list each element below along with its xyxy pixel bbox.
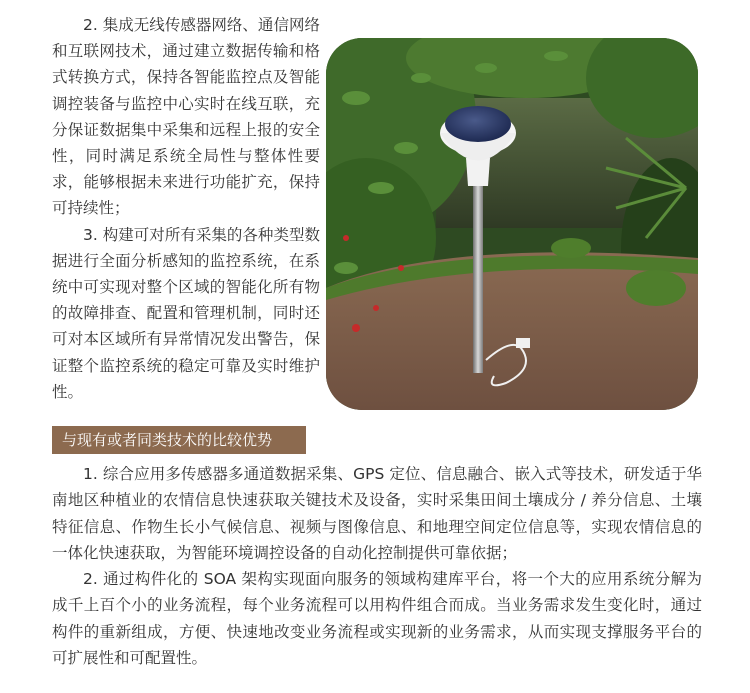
bottom-paragraph-1: 1. 综合应用多传感器多通道数据采集、GPS 定位、信息融合、嵌入式等技术，研发适于华南地区种植业的农情信息快速获取关键技术及设备，实时采集田间土壤成分 / 养分信息、土壤特征信息、作物生长小气候信息、视频与图像信息、和地理空间定位信息等，实现农情信息的一体化快速获取，为智能环境调控设备的自动化控制提供可靠依据； (52, 465, 702, 562)
bottom-text (52, 461, 702, 671)
photo-illustration (326, 38, 698, 410)
left-text-column (52, 12, 320, 405)
bottom-paragraph-2: 2. 通过构件化的 SOA 架构实现面向服务的领域构建库平台，将一个大的应用系统分解为成千上百个小的业务流程，每个业务流程可以用构件组合而成。当业务需求发生变化时，通过构件的重新组成，方便、快速地改变业务流程或实现新的业务需求，从而实现支撑服务平台的可扩展性和可配置性。 (52, 570, 702, 668)
section-header: 与现有或者同类技术的比较优势 (52, 426, 306, 454)
sensor-photo (326, 38, 698, 410)
paragraph-2: 2. 集成无线传感器网络、通信网络和互联网技术，通过建立数据传输和格式转换方式，保持各智能监控点及智能调控装备与监控中心实时在线互联，充分保证数据集中采集和远程上报的安全性，同时满足系统全局性与整体性要求，能够根据未来进行功能扩充，保持可持续性； (52, 16, 320, 218)
paragraph-3: 3. 构建可对所有采集的各种类型数据进行全面分析感知的监控系统，在系统中可实现对整个区域的智能化所有物的故障排查、配置和管理机制，同时还可对本区域所有异常情况发出警告，保证整个监控系统的稳定可靠及实时维护性。 (52, 225, 320, 401)
